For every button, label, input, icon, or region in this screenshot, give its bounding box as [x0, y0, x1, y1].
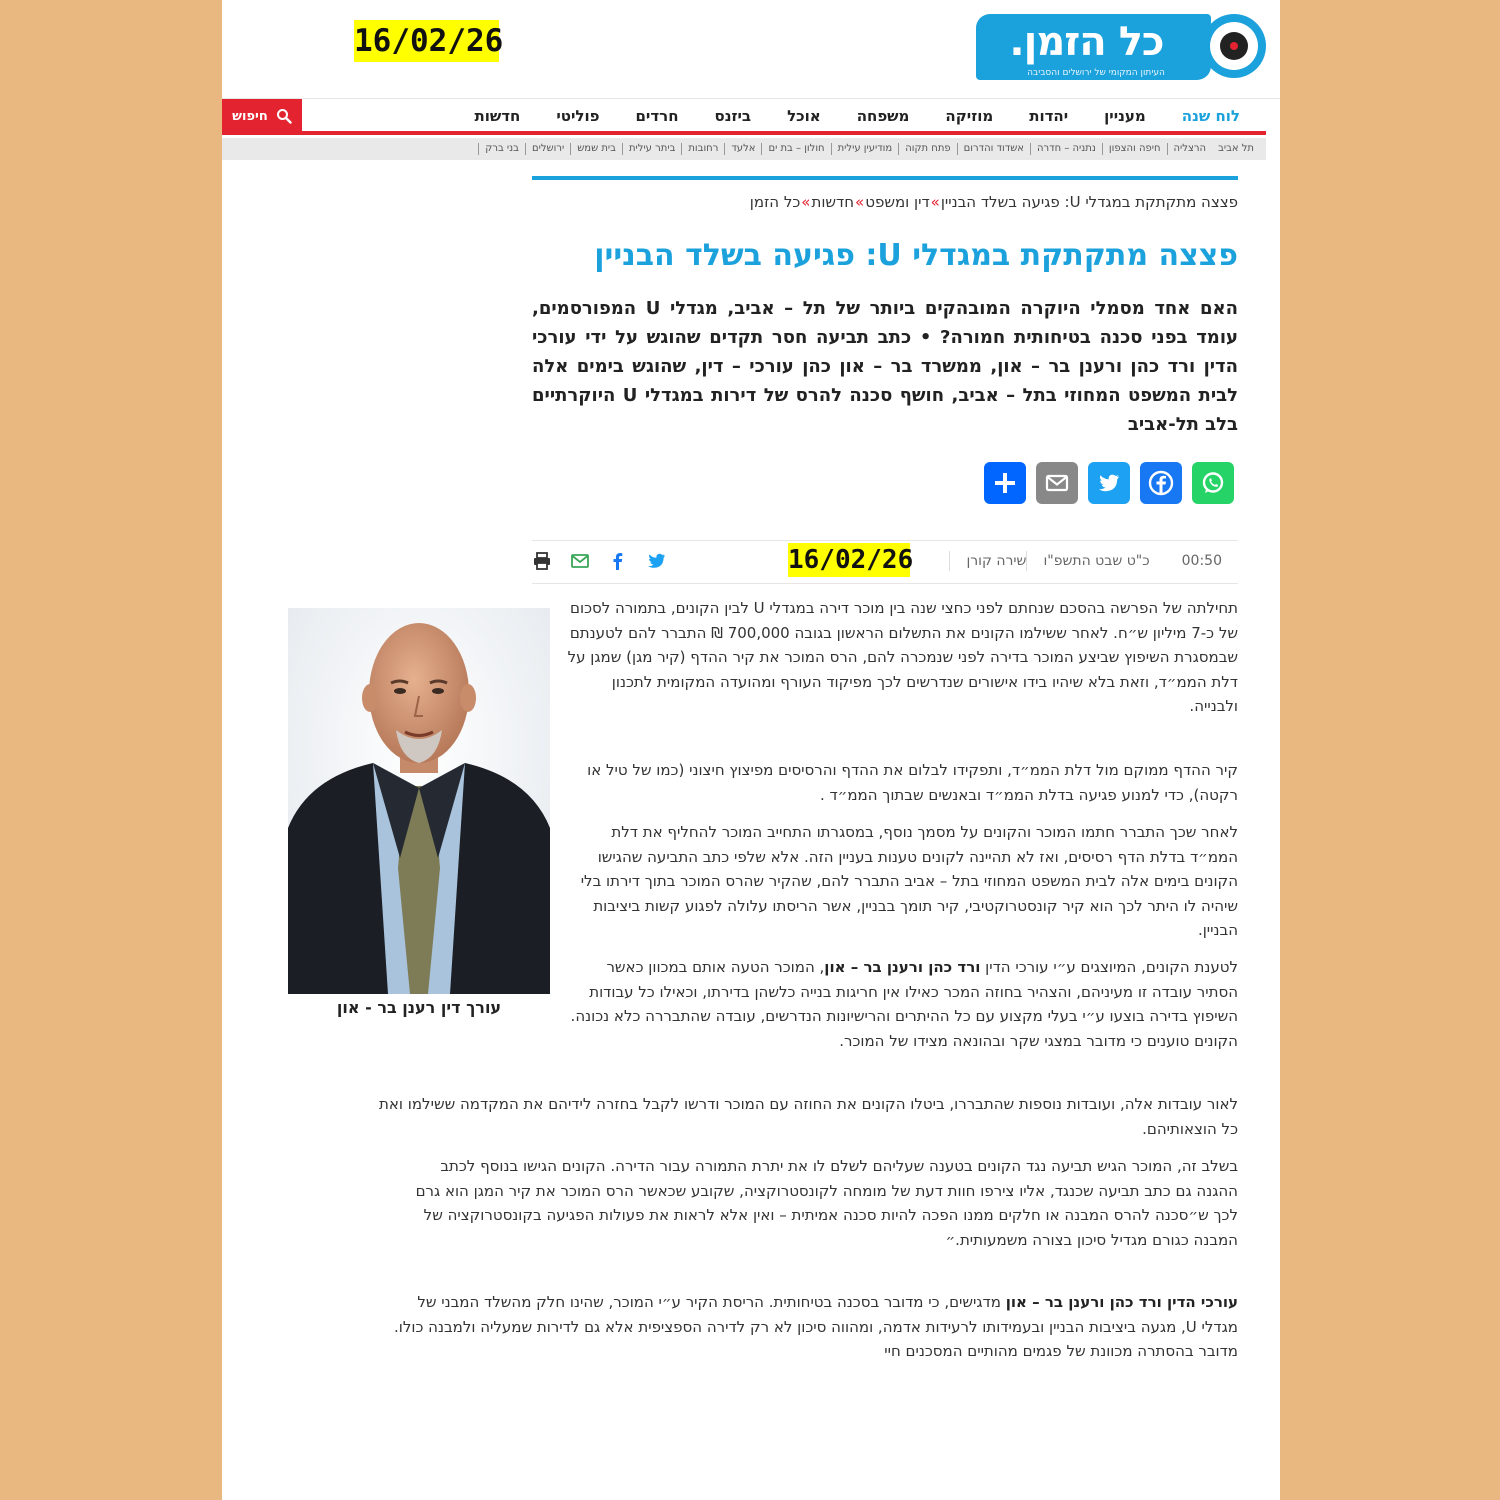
- city-link[interactable]: מודיעין עילית: [831, 143, 899, 155]
- article-lead: האם אחד מסמלי היוקרה המובהקים ביותר של תל – אביב, מגדלי U המפורסמים, עומד בפני סכנה בטיחותית חמורה? • כתב תביעה חסר תקדים שהוגש על ידי עורכי הדין ורד כהן ורענן בר – און, ממשרד בר – און כהן עורכי – דין, שהוגש בימים אלה לבית המשפט המחוזי בתל – אביב, חושף סכנה להרס של דירות במגדלי U היוקרתיים בלב תל-אביב: [532, 298, 1238, 435]
- lawyer-photo: [288, 608, 550, 994]
- city-link[interactable]: הרצליה: [1167, 143, 1213, 155]
- lawyers-names: ורד כהן ורענן בר – און: [824, 958, 981, 976]
- city-link[interactable]: ביתר עילית: [622, 143, 681, 155]
- breadcrumb-separator: »: [801, 193, 811, 211]
- twitter-icon[interactable]: [646, 551, 666, 571]
- article-paragraph: [378, 1290, 1238, 1365]
- breadcrumb-separator: »: [930, 193, 940, 211]
- city-bar: [222, 138, 1266, 160]
- date-badge: 16/02/26: [354, 20, 499, 62]
- city-link[interactable]: חולון – בת ים: [761, 143, 830, 155]
- email-share-button[interactable]: [1036, 462, 1078, 504]
- article-tools: [532, 549, 666, 573]
- whatsapp-icon: [1199, 469, 1227, 497]
- share-bar: [984, 462, 1234, 504]
- city-link[interactable]: אלעד: [724, 143, 761, 155]
- search-icon: [276, 108, 292, 124]
- city-link[interactable]: פתח תקוה: [898, 143, 956, 155]
- article-paragraph: קיר ההדף ממוקם מול דלת הממ״ד, ותפקידו לבלום את ההדף והרסיסים מפיצוץ חיצוני (כמו של טיל או רקטה), כדי למנוע פגיעה בדלת הממ״ד ובאנשים שבתוך הממ״ד .: [587, 761, 1238, 804]
- breadcrumb-home[interactable]: כל הזמן: [749, 193, 801, 211]
- more-share-button[interactable]: [984, 462, 1026, 504]
- site-logo[interactable]: [976, 12, 1266, 84]
- nav-item-interesting[interactable]: מעניין: [1104, 107, 1146, 125]
- plus-icon: [991, 469, 1019, 497]
- paragraph-text: , המוכר הטעה אותם במכוון כאשר הסתיר עובדה זו מעיניהם, והצהיר בחוזה המכר כאילו אין חריגות בנייה כלשהן בדירתו, וכאילו כל עבודות השיפוץ בדירה בוצעו ע״י בעלי מקצוע עם כל ההיתרים והרישיונות הנדרשים, עובדה שהתבררה כלא נכונה. הקונים טוענים כי מדובר במצגי שקר ובהונאה מצידו של המוכר.: [570, 958, 1238, 1050]
- search-button[interactable]: [222, 99, 302, 133]
- portrait-image: [288, 608, 550, 994]
- city-link[interactable]: תל אביב: [1218, 143, 1254, 154]
- breadcrumb-current: פצצה מתקתקת במגדלי U: פגיעה בשלד הבניין: [940, 193, 1238, 211]
- nav-item-news[interactable]: חדשות: [474, 107, 521, 125]
- photo-caption: עורך דין רענן בר - און: [336, 998, 502, 1017]
- breadcrumb: [750, 190, 1238, 214]
- nav-item-haredim[interactable]: חרדים: [635, 107, 679, 125]
- facebook-share-button[interactable]: [1140, 462, 1182, 504]
- author-name[interactable]: שירה קורן: [949, 551, 1026, 571]
- article-page: [222, 0, 1280, 1500]
- meta-items: [949, 541, 1238, 581]
- search-label: חיפוש: [232, 108, 268, 124]
- print-icon[interactable]: [532, 551, 552, 571]
- facebook-icon[interactable]: [608, 551, 628, 571]
- city-link[interactable]: רחובות: [681, 143, 724, 155]
- logo-tagline: העיתון המקומי של ירושלים והסביבה: [1027, 68, 1165, 78]
- nav-item-calendar[interactable]: לוח שנה: [1181, 107, 1240, 125]
- facebook-icon: [1147, 469, 1175, 497]
- twitter-share-button[interactable]: [1088, 462, 1130, 504]
- nav-item-politics[interactable]: פוליטי: [556, 107, 600, 125]
- breadcrumb-law[interactable]: דין ומשפט: [865, 193, 930, 211]
- email-icon: [1043, 469, 1071, 497]
- logo-emblem-icon: [1202, 14, 1266, 78]
- whatsapp-share-button[interactable]: [1192, 462, 1234, 504]
- article-paragraph: תחילתה של הפרשה בהסכם שנחתם לפני כחצי שנה בין מוכר דירה במגדלי U לבין הקונים, בתמורה לסכום של כ-7 מיליון ש״ח. לאחר ששילמו הקונים את התשלום הראשון בגובה 700,000 ₪ התברר להם לטענתם שבמסגרת השיפוץ שביצע המוכר בדירה לפני שנמכרה להם, הרס המוכר את קיר ההדף (קיר מגן) שמגן על דלת הממ״ד, וזאת בלא שיהיו בידו אישורים שנדרשים לכך מפיקוד העורף ומהועדה המקומית לתכנון ולבנייה.: [567, 599, 1238, 715]
- lawyers-names: עורכי הדין ורד כהן ורענן בר – און: [1005, 1293, 1238, 1311]
- city-link[interactable]: חיפה והצפון: [1102, 143, 1167, 155]
- section-rule: [532, 176, 1238, 180]
- publish-date-badge: 16/02/26: [788, 545, 914, 575]
- city-link[interactable]: בני ברק: [478, 143, 525, 155]
- city-link[interactable]: ירושלים: [525, 143, 570, 155]
- main-nav: [222, 98, 1280, 133]
- nav-item-food[interactable]: אוכל: [787, 107, 821, 125]
- nav-divider: [222, 131, 1266, 135]
- breadcrumb-separator: »: [855, 193, 865, 211]
- city-link[interactable]: בית שמש: [570, 143, 622, 155]
- logo-box: [976, 14, 1211, 80]
- paragraph-text: לטענת הקונים, המיוצגים ע״י עורכי הדין: [980, 958, 1238, 976]
- nav-item-business[interactable]: ביזנס: [714, 107, 752, 125]
- article-paragraph: בשלב זה, המוכר הגיש תביעה נגד הקונים בטענה שעליהם לשלם לו את יתרת התמורה עבור הדירה. הקונים הגישו בנוסף לכתב ההגנה גם כתב תביעה שכנגד, אליו צירפו חוות דעת של מומחה לקונסטרוקציה, שקובע שכאשר הרס המוכר את קיר המגן הוא גרם לכך ש״סכנה להרס המבנה או חלקים ממנו הפכה להיות סכנה אמיתית – ואין אלא לראות את פעולות הפגיעה בקונסטרוקציה של המבנה כגורם מגדיל סיכון בצורה משמעותית.״: [415, 1157, 1238, 1249]
- logo-text: כל הזמן.: [1009, 19, 1164, 65]
- article-headline: פצצה מתקתקת במגדלי U: פגיעה בשלד הבניין: [594, 238, 1238, 273]
- city-link[interactable]: נתניה – חדרה: [1030, 143, 1102, 155]
- nav-item-family[interactable]: משפחה: [856, 107, 910, 125]
- city-link[interactable]: אשדוד והדרום: [957, 143, 1030, 155]
- publish-time: 00:50: [1181, 553, 1222, 569]
- nav-item-music[interactable]: מוזיקה: [945, 107, 994, 125]
- twitter-icon: [1095, 469, 1123, 497]
- nav-item-judaism[interactable]: יהדות: [1029, 107, 1069, 125]
- city-list: [478, 138, 1260, 160]
- nav-items: [456, 99, 1258, 133]
- breadcrumb-news[interactable]: חדשות: [811, 193, 855, 211]
- article-paragraph: לאחר שכך התברר חתמו המוכר והקונים על מסמך נוסף, במסגרתו התחייב המוכר להחליף את דלת הממ״ד בדלת הדף רסיסים, ואז לא תהיינה לקונים טענות בעניין הזה. אלא שלפי כתב התביעה שהגישו הקונים בימים אלה לבית המשפט המחוזי בתל – אביב התברר להם, שהקיר שהרס המוכר בתוך דירתו בלי שיהיה לו היתר לכך הוא קיר קונסטרוקטיבי, קיר תומך בבניין, אשר הריסתו עלולה לפגוע קשות ביציבות הבניין.: [580, 823, 1238, 939]
- article-paragraph: [562, 955, 1238, 1079]
- paragraph-text: מדגישים, כי מדובר בסכנה בטיחותית. הריסת הקיר ע״י המוכר, שהינו חלק מהשלד המבני של מגדלי U, מגעה ביציבות הבניין ובעמידותו לרעידות אדמה, ומהווה סיכון לא רק לדירה הספציפית אלא גם לדירות שמעליה ולמבנה כולו. מדובר בהסתרה מכוונת של פגמים מהותיים המסכנים חיי: [393, 1293, 1238, 1360]
- email-icon[interactable]: [570, 551, 590, 571]
- article-meta: [532, 540, 1238, 584]
- article-paragraph: לאור עובדות אלה, ועובדות נוספות שהתבררו, ביטלו הקונים את החוזה עם המוכר ודרשו לקבל בחזרה לידיהם את המקדמה ששילמו ואת כל הוצאותיהם.: [379, 1095, 1238, 1138]
- hebrew-date: כ"ט שבט התשפ"ו: [1026, 551, 1165, 571]
